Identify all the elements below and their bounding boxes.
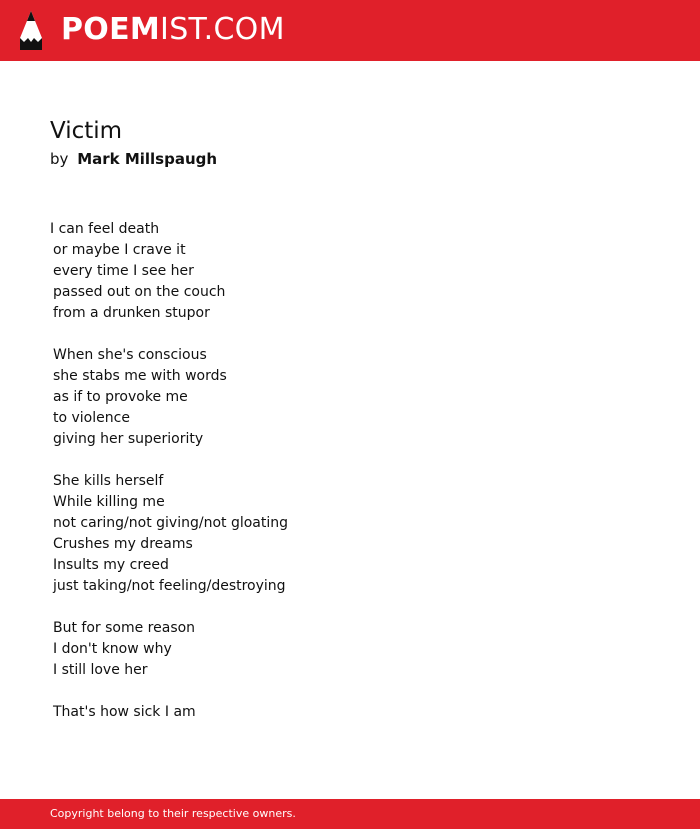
poem-line: While killing me — [53, 494, 165, 510]
poem-line: When she's conscious — [53, 347, 207, 363]
poem-line: just taking/not feeling/destroying — [53, 578, 286, 594]
poem-line: Crushes my dreams — [53, 536, 193, 552]
poem-line: She kills herself — [53, 473, 164, 489]
poem-line: I still love her — [53, 662, 148, 678]
poem-line: from a drunken stupor — [53, 305, 210, 321]
poem-stanza — [50, 219, 288, 324]
poem-line: not caring/not giving/not gloating — [53, 515, 289, 531]
site-footer — [0, 799, 700, 829]
pencil-tip-icon[interactable] — [18, 10, 44, 51]
poem-line: she stabs me with words — [53, 368, 227, 384]
copyright-text: Copyright belong to their respective owners. — [50, 807, 296, 820]
poem-line: But for some reason — [53, 620, 196, 636]
by-label: by — [50, 150, 69, 168]
poem-stanza — [50, 471, 288, 597]
poem-stanza — [50, 345, 288, 450]
poem-body — [50, 219, 288, 744]
poem-line: every time I see her — [53, 263, 194, 279]
logo-light-text: IST.COM — [160, 12, 285, 47]
poem-line: I don't know why — [53, 641, 172, 657]
author-name: Mark Millspaugh — [77, 150, 218, 168]
poem-stanza — [50, 618, 288, 681]
poem-line: Insults my creed — [53, 557, 169, 573]
poem-line: I can feel death — [50, 221, 160, 237]
site-header — [0, 0, 700, 61]
poem-stanza — [50, 702, 288, 723]
poem-line: giving her superiority — [53, 431, 204, 447]
poem-line: to violence — [53, 410, 130, 426]
byline — [50, 148, 217, 170]
site-logo[interactable] — [61, 12, 285, 48]
logo-bold-text: POEM — [61, 12, 161, 47]
poem-line: or maybe I crave it — [53, 242, 186, 258]
poem-line: passed out on the couch — [53, 284, 226, 300]
poem-line: That's how sick I am — [53, 704, 196, 720]
poem-line: as if to provoke me — [53, 389, 188, 405]
poem-title: Victim — [50, 118, 123, 144]
